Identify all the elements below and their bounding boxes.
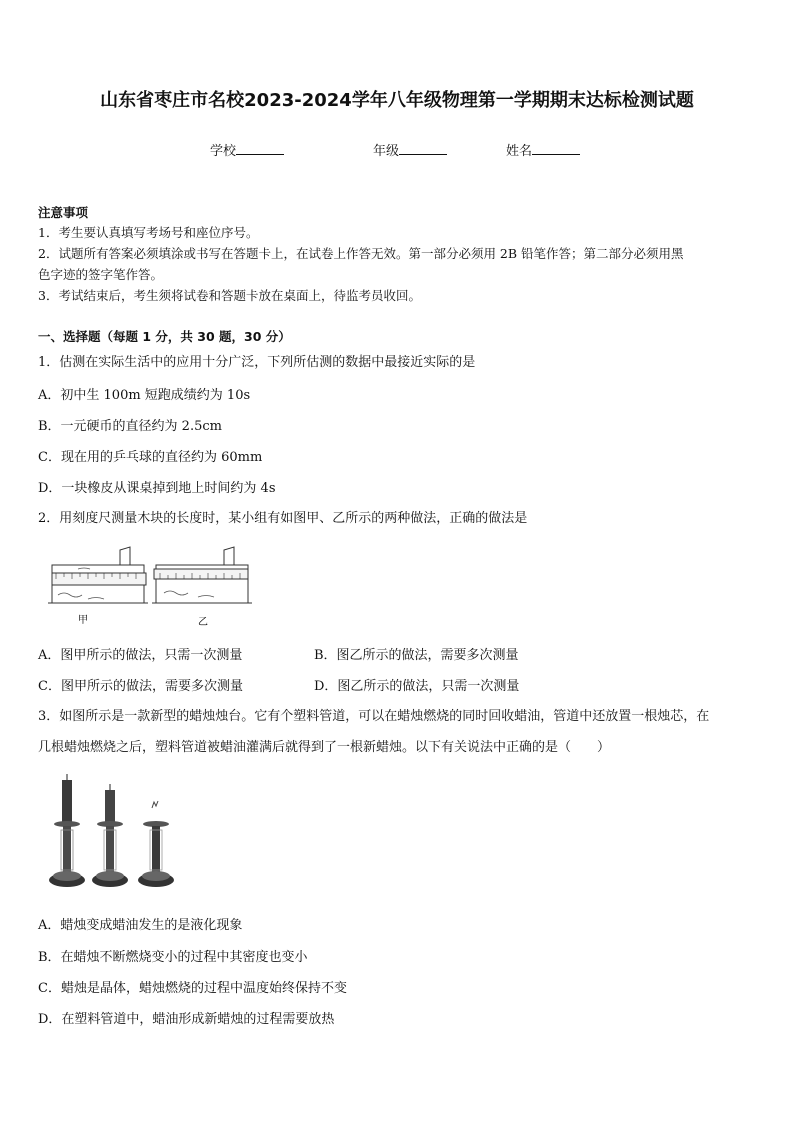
grade-field	[373, 140, 447, 159]
candle-2	[92, 784, 128, 887]
section-heading: 一、选择题（每题 1 分，共 30 题，30 分）	[38, 329, 291, 344]
candle-1	[49, 774, 85, 887]
ruler-figure	[48, 545, 258, 630]
notice-item-1: 1．考生要认真填写考场号和座位序号。	[38, 225, 259, 240]
question-3-option-d[interactable]: D．在塑料管道中，蜡油形成新蜡烛的过程需要放热	[38, 1012, 335, 1027]
notice-item-3: 3．考试结束后，考生须将试卷和答题卡放在桌面上，待监考员收回。	[38, 288, 421, 303]
question-3-stem-line2: 几根蜡烛燃烧之后，塑料管道被蜡油灌满后就得到了一根新蜡烛。以下有关说法中正确的是（ ）	[38, 740, 611, 755]
candle-holder-figure	[44, 770, 184, 895]
question-3-option-c[interactable]: C．蜡烛是晶体，蜡烛燃烧的过程中温度始终保持不变	[38, 981, 347, 996]
notice-item-2: 2．试题所有答案必须填涂或书写在答题卡上，在试卷上作答无效。第一部分必须用 2B 铅笔作答；第二部分必须用黑	[38, 246, 684, 261]
ruler-figure-yi	[152, 547, 252, 603]
name-blank[interactable]	[532, 142, 580, 155]
page-title: 山东省枣庄市名校2023-2024学年八年级物理第一学期期末达标检测试题	[100, 90, 694, 111]
question-3-option-b[interactable]: B．在蜡烛不断燃烧变小的过程中其密度也变小	[38, 950, 308, 965]
question-3-stem-line1: 3．如图所示是一款新型的蜡烛烛台。它有个塑料管道，可以在蜡烛燃烧的同时回收蜡油，管道中还放置一根烛芯，在	[38, 709, 710, 724]
candle-3	[138, 801, 174, 887]
notice-item-2-cont: 色字迹的签字笔作答。	[38, 267, 164, 282]
question-2-option-a[interactable]: A．图甲所示的做法，只需一次测量	[38, 648, 243, 663]
question-1-option-c[interactable]: C．现在用的乒乓球的直径约为 60mm	[38, 450, 263, 465]
question-1-option-d[interactable]: D．一块橡皮从课桌掉到地上时间约为 4s	[38, 481, 276, 496]
grade-blank[interactable]	[399, 142, 447, 155]
question-2-option-b[interactable]: B．图乙所示的做法，需要多次测量	[314, 648, 519, 663]
figure-label-yi: 乙	[198, 617, 208, 628]
question-1-option-b[interactable]: B．一元硬币的直径约为 2.5cm	[38, 419, 222, 434]
name-field	[506, 140, 580, 159]
name-label: 姓名	[506, 144, 533, 159]
school-field	[210, 140, 284, 159]
question-1-option-a[interactable]: A．初中生 100m 短跑成绩约为 10s	[38, 388, 251, 403]
school-label: 学校	[210, 144, 237, 159]
school-blank[interactable]	[236, 142, 284, 155]
question-3-option-a[interactable]: A．蜡烛变成蜡油发生的是液化现象	[38, 918, 243, 933]
question-2-stem: 2．用刻度尺测量木块的长度时，某小组有如图甲、乙所示的两种做法，正确的做法是	[38, 511, 528, 526]
figure-label-jia: 甲	[78, 615, 88, 626]
question-2-option-d[interactable]: D．图乙所示的做法，只需一次测量	[314, 679, 520, 694]
question-1-stem: 1．估测在实际生活中的应用十分广泛，下列所估测的数据中最接近实际的是	[38, 355, 476, 370]
grade-label: 年级	[373, 144, 400, 159]
ruler-figure-jia	[48, 547, 148, 603]
question-2-option-c[interactable]: C．图甲所示的做法，需要多次测量	[38, 679, 243, 694]
notice-heading: 注意事项	[38, 205, 89, 220]
